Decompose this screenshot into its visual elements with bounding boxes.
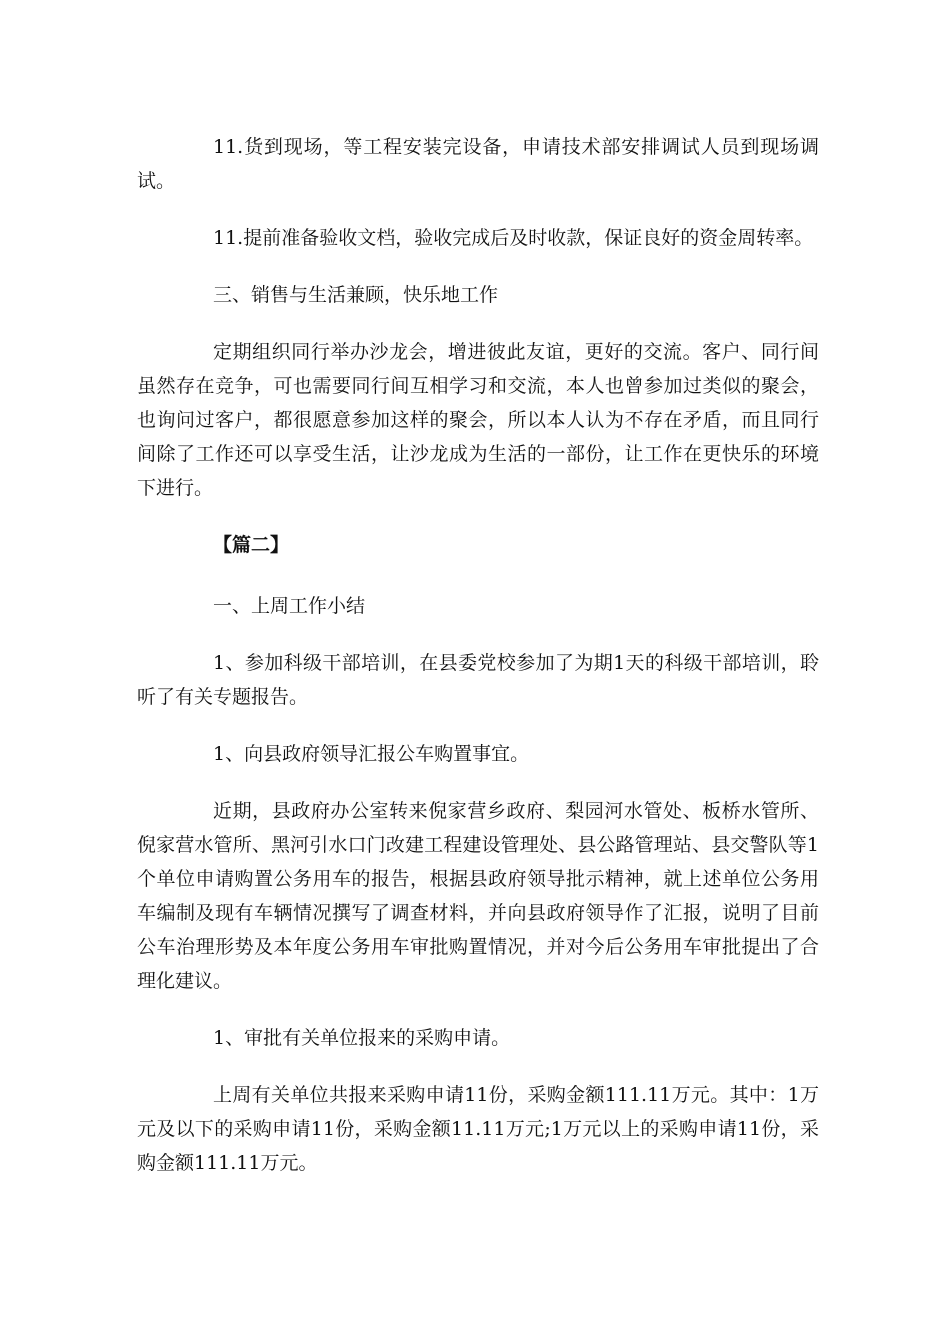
part-two-heading: 【篇二】 [213,534,290,556]
paragraph-procurement-heading: 1、审批有关单位报来的采购申请。 [213,1027,511,1049]
document-body [137,130,819,1203]
paragraph-item-11-a: 11.货到现场，等工程安装完设备，申请技术部安排调试人员到现场调试。 [137,136,819,192]
paragraph-vehicle-report: 近期，县政府办公室转来倪家营乡政府、梨园河水管处、板桥水管所、倪家营水管所、黑河引水口门改建工程建设管理处、县公路管理站、县交警队等1个单位申请购置公务用车的报告，根据县政府领导批示精神，就上述单位公务用车编制及现有车辆情况撰写了调查材料，并向县政府领导作了汇报，说明了目前公车治理形势及本年度公务用车审批购置情况，并对今后公务用车审批提出了合理化建议。 [137,800,819,992]
paragraph-vehicle-report-heading: 1、向县政府领导汇报公车购置事宜。 [213,743,530,765]
paragraph-training: 1、参加科级干部培训，在县委党校参加了为期1天的科级干部培训，聆听了有关专题报告。 [137,652,819,708]
section-heading-1: 一、上周工作小结 [213,595,366,617]
paragraph-salon: 定期组织同行举办沙龙会，增进彼此友谊，更好的交流。客户、同行间虽然存在竞争，可也需要同行间互相学习和交流，本人也曾参加过类似的聚会，也询问过客户，都很愿意参加这样的聚会，所以本人认为不存在矛盾，而且同行间除了工作还可以享受生活，让沙龙成为生活的一部份，让工作在更快乐的环境下进行。 [137,341,819,499]
section-heading-3: 三、销售与生活兼顾，快乐地工作 [213,284,499,306]
paragraph-item-11-b: 11.提前准备验收文档，验收完成后及时收款，保证良好的资金周转率。 [213,227,814,249]
paragraph-procurement: 上周有关单位共报来采购申请11份，采购金额111.11万元。其中：1万元及以下的采购申请11份，采购金额11.11万元;1万元以上的采购申请11份，采购金额111.11万元。 [137,1084,819,1174]
